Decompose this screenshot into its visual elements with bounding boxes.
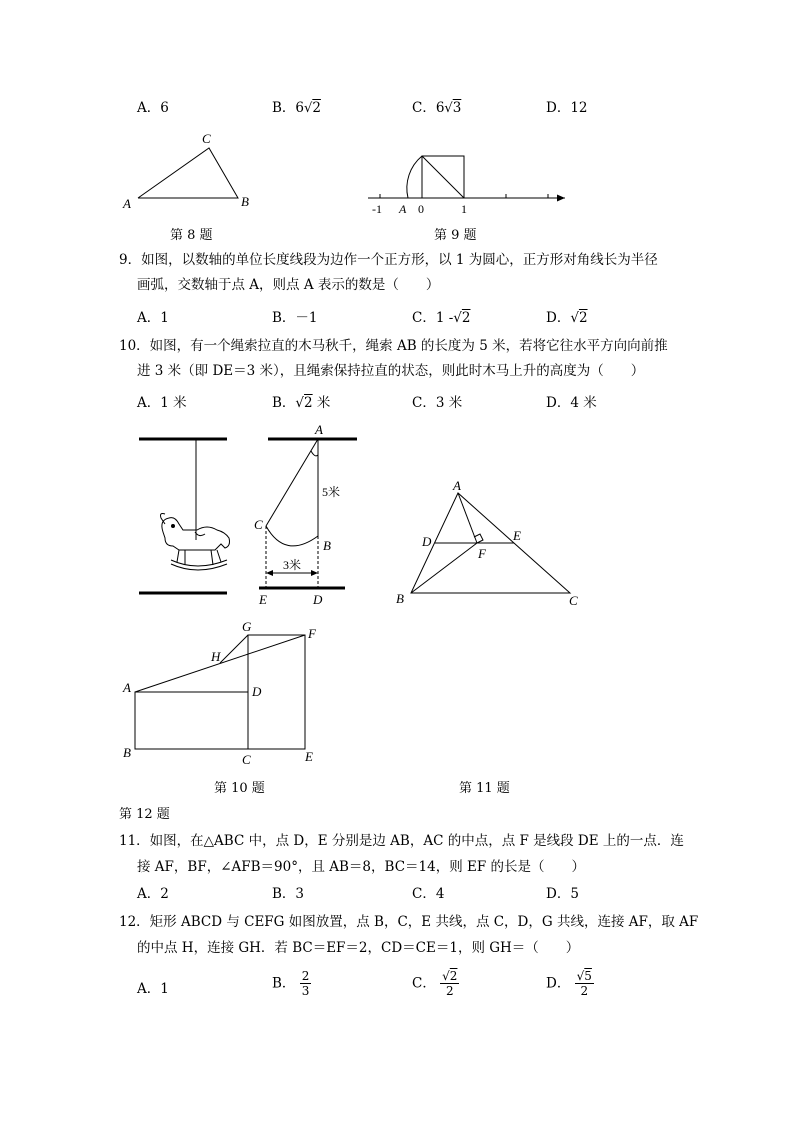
rope-ac [266, 439, 318, 526]
triangle-abc [138, 148, 238, 198]
q9-option-b: B．－1 [272, 310, 318, 326]
label-h: H [211, 649, 221, 664]
q10-text-line2: 进 3 米（即 DE＝3 米），且绳索保持拉直的状态，则此时木马上升的高度为（ ） [137, 363, 645, 379]
label-neg1: -1 [372, 202, 382, 216]
q11-option-c: C．4 [412, 886, 445, 902]
label-zero: 0 [418, 202, 424, 216]
number-line-arrow [557, 195, 565, 202]
q11-option-d: D．5 [546, 886, 579, 902]
q9-option-c: C．1 -√2 [412, 310, 471, 326]
label-e: E [259, 592, 267, 607]
figure-10-caption: 第 10 题 [214, 781, 265, 796]
rectangle-abcd [135, 692, 248, 749]
label-d: D [313, 592, 323, 607]
figure-8 [120, 128, 260, 218]
label-e: E [513, 528, 521, 543]
q7-option-a: A．6 [137, 100, 169, 116]
q11-option-a: A．2 [137, 886, 169, 902]
q12-option-a: A．1 [137, 981, 169, 997]
q9-text-line1: 9．如图，以数轴的单位长度线段为边作一个正方形，以 1 为圆心，正方形对角线长为半径 [119, 252, 658, 268]
label-c: C [242, 752, 251, 767]
q12-text-line2: 的中点 H，连接 GH．若 BC＝EF＝2，CD＝CE＝1，则 GH＝（ ） [137, 940, 580, 956]
label-b: B [123, 745, 131, 760]
fraction-c: $\frac{√2}{2}$ [442, 969, 458, 998]
fraction-b: $\frac{2}{3}$ [301, 969, 310, 998]
figure-10 [135, 420, 365, 610]
label-f: F [478, 546, 486, 561]
q10-text-line1: 10．如图，有一个绳索拉直的木马秋千，绳索 AB 的长度为 5 米，若将它往水平方向向前推 [119, 338, 668, 354]
rocking-horse-icon [161, 514, 230, 571]
q9-option-a: A．1 [137, 310, 169, 326]
q11-text-line2: 接 AF，BF，∠AFB＝90°，且 AB＝8，BC＝14，则 EF 的长是（ ） [137, 859, 586, 875]
label-a: A [315, 422, 323, 437]
label-c: C [569, 593, 578, 608]
label-c: C [254, 517, 263, 532]
label-c: C [202, 131, 211, 146]
figure-9-caption: 第 9 题 [434, 228, 477, 243]
q10-option-d: D．4 米 [546, 395, 597, 411]
arc [407, 156, 422, 198]
q9-option-d: D．√2 [546, 310, 588, 326]
q7-option-c: C．6√3 [412, 100, 462, 116]
angle-mark [311, 451, 318, 456]
fraction-d: $\frac{√5}{2}$ [576, 969, 592, 998]
segment-bf [411, 543, 477, 593]
q10-option-a: A．1 米 [137, 395, 187, 411]
q12-text-line1: 12．矩形 ABCD 与 CEFG 如图放置，点 B，C，E 共线，点 C，D，G 共线，连接 AF，取 AF [119, 914, 699, 930]
segment-af [458, 493, 477, 543]
label-a: A [399, 202, 407, 216]
figure-11-caption: 第 11 题 [459, 781, 510, 796]
diagonal [422, 156, 464, 198]
label-f: F [308, 626, 316, 641]
label-b: B [323, 538, 331, 553]
label-a: A [123, 680, 131, 695]
q10-option-b: B．√2 米 [272, 395, 331, 411]
label-5m: 5米 [322, 485, 341, 499]
figure-12-caption: 第 12 题 [119, 807, 170, 822]
label-b: B [241, 194, 249, 209]
q12-option-d: D． $\frac{√5}{2}$ [546, 969, 592, 998]
label-d: D [252, 684, 262, 699]
label-a: A [123, 196, 131, 211]
label-b: B [396, 591, 404, 606]
label-d: D [422, 534, 432, 549]
q11-option-b: B．3 [272, 886, 305, 902]
figure-11 [392, 478, 592, 608]
figure-9 [360, 150, 575, 220]
label-g: G [242, 619, 252, 634]
q11-text-line1: 11．如图，在△ABC 中，点 D，E 分别是边 AB，AC 的中点，点 F 是线段 DE 上的一点．连 [119, 833, 684, 849]
label-3m: 3米 [283, 558, 302, 572]
label-a: A [453, 478, 461, 493]
figure-8-caption: 第 8 题 [170, 228, 213, 243]
q7-option-d: D．12 [546, 100, 588, 116]
q10-option-c: C．3 米 [412, 395, 463, 411]
label-e: E [305, 749, 313, 764]
q9-text-line2: 画弧，交数轴于点 A，则点 A 表示的数是（ ） [137, 277, 440, 293]
q12-option-c: C． $\frac{√2}{2}$ [412, 969, 458, 998]
q12-option-b: B． $\frac{2}{3}$ [272, 969, 310, 998]
figure-12 [118, 620, 328, 770]
arc-cb [266, 526, 318, 546]
label-one: 1 [461, 202, 467, 216]
q7-option-b: B．6√2 [272, 100, 321, 116]
